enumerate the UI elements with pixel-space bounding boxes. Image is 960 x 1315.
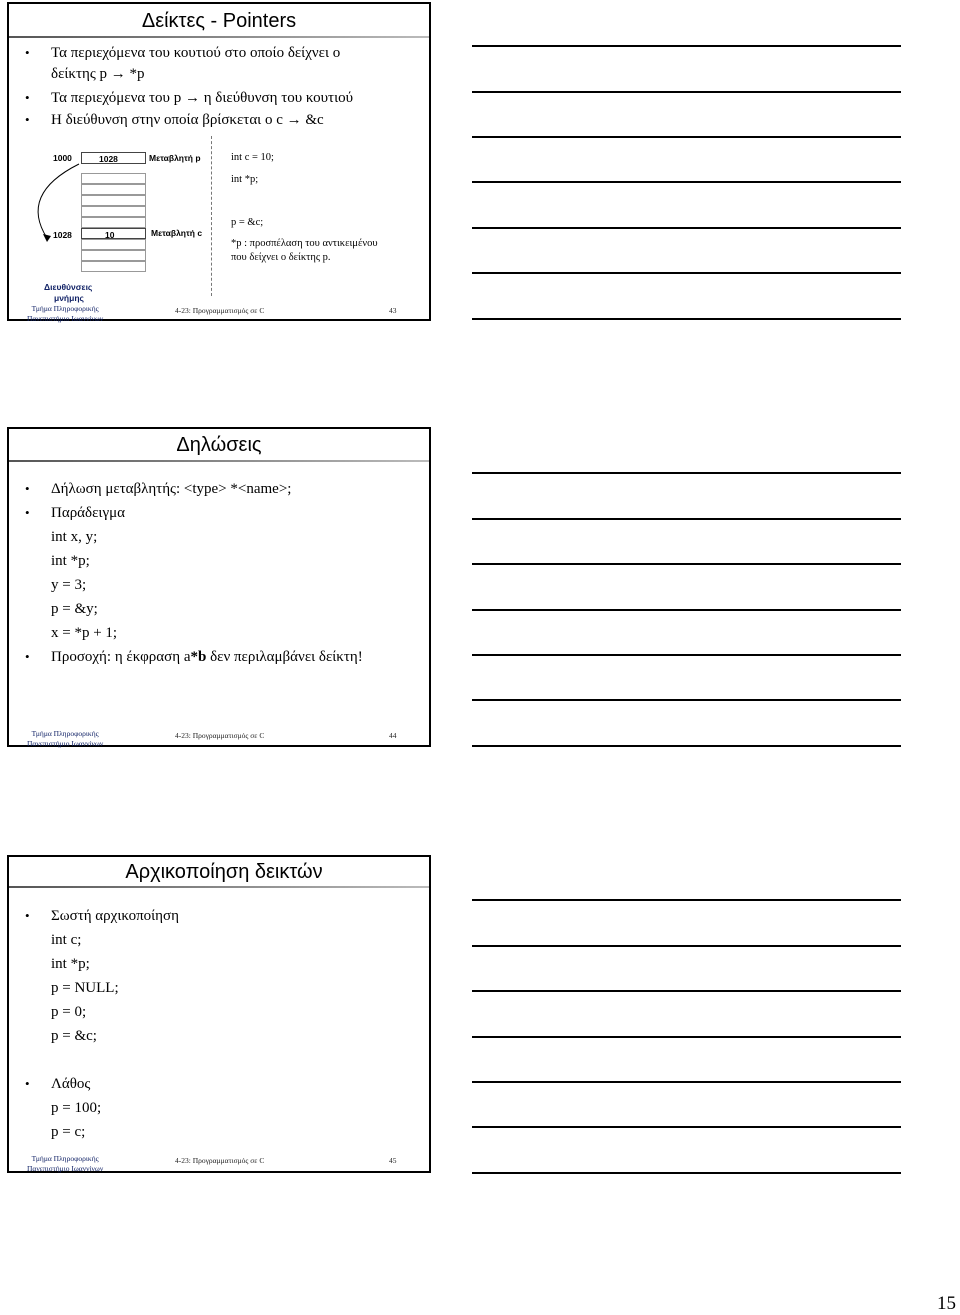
slide-44: Δηλώσεις • Δήλωση μεταβλητής: <type> *<name>; • Παράδειγμα int x, y; int *p; y = 3; p = &y; x = *p + 1; • Προσοχή: η έκφραση a*b δεν περιλαμβάνει δείκτη! Τμήμα Πληροφορικής Πανεπιστήμιο Ιωαννίνων 4-23: Προγραμματισμός σε C 44 [7,427,431,747]
code-line: int c = 10; [231,152,274,163]
note-line [472,181,901,183]
bullet-icon: • [25,505,30,520]
page-number: 15 [937,1293,956,1314]
address-1000: 1000 [53,153,72,163]
code-line: y = 3; [51,577,87,593]
address-1028: 1028 [53,230,72,240]
code-line: int *p; [231,174,259,185]
note-line [472,563,901,565]
note-line [472,609,901,611]
note-line [472,227,901,229]
memory-cell [81,250,146,261]
slide-title: Δείκτες - Pointers [141,10,297,32]
note-line [472,136,901,138]
note-line [472,1126,901,1128]
variable-p-label: Μεταβλητή p [149,153,201,163]
pointer-arrow-curve [9,144,89,254]
footer-course: 4-23: Προγραμματισμός σε C [175,306,265,315]
code-line: p = NULL; [51,980,119,996]
memory-cell [81,184,146,195]
variable-c-label: Μεταβλητή c [151,228,203,238]
value-1028: 1028 [99,154,118,164]
slide-43: Δείκτες - Pointers • Τα περιεχόμενα του κουτιού στο οποίο δείχνει ο δείκτης p → *p • Τα περιεχόμενα του p → η διεύθυνση του κουτιού • Η διεύθυνση στην οποία βρίσκεται ο c → &c 1000 1028 Μεταβλητή p int c = 10; int *p; 1028 10 Μεταβλητή c p = &c; *p : προσπέλαση του αντικειμένου που δείχνει ο δείκτης p. Διευθύνσεις μνήμης Τμήμα Πληροφορικής Πανεπιστήμιο Ιωαννίνων 4-23: Προγραμματισμός σε C 43 [7,2,431,321]
note-line [472,91,901,93]
footer-course: 4-23: Προγραμματισμός σε C [175,731,265,740]
bullet-icon: • [25,908,30,923]
memory-cell [81,206,146,217]
note-line [472,945,901,947]
bullet-icon: • [25,649,30,664]
memory-cell [81,217,146,228]
note-line [472,899,901,901]
addresses-label: μνήμης [54,293,84,303]
slide-title: Δηλώσεις [176,434,262,456]
addresses-label: Διευθύνσεις [44,282,93,292]
memory-cell [81,239,146,250]
note-line [472,472,901,474]
bullet-icon: • [25,45,30,60]
footer-institution: Τμήμα Πληροφορικής Πανεπιστήμιο Ιωαννίνων [27,1154,104,1173]
slide-number: 45 [389,1156,397,1165]
note-line [472,1036,901,1038]
code-line: p = c; [51,1124,86,1140]
code-line: p = &c; [51,1028,97,1044]
bullet-continuation: δείκτης p → *p [51,66,145,82]
bullet-icon: • [25,90,30,105]
title-underline [9,886,429,888]
slide-number: 44 [389,731,397,740]
note-line [472,518,901,520]
code-line: p = &y; [51,601,98,617]
note-line [472,1172,901,1174]
note-line [472,1081,901,1083]
deref-note: *p : προσπέλαση του αντικειμένου [231,238,378,249]
note-line [472,45,901,47]
code-line: int x, y; [51,529,98,545]
title-underline [9,36,429,38]
note-line [472,745,901,747]
code-line: x = *p + 1; [51,625,118,641]
note-line [472,699,901,701]
deref-note: που δείχνει ο δείκτης p. [231,252,331,263]
code-line: int c; [51,932,82,948]
code-line: int *p; [51,956,90,972]
memory-cell [81,173,146,184]
code-line: p = 0; [51,1004,87,1020]
footer-institution: Τμήμα Πληροφορικής Πανεπιστήμιο Ιωαννίνων [27,304,104,323]
slide-title: Αρχικοποίηση δεικτών [125,861,323,883]
note-line [472,654,901,656]
code-line: p = &c; [231,217,264,228]
bullet-icon: • [25,1076,30,1091]
memory-diagram [9,144,429,304]
slide-number: 43 [389,306,397,315]
divider-dashed [211,136,212,296]
bullet-icon: • [25,112,30,127]
code-line: p = 100; [51,1100,102,1116]
note-line [472,272,901,274]
footer-course: 4-23: Προγραμματισμός σε C [175,1156,265,1165]
value-10: 10 [105,230,115,240]
slide-45: Αρχικοποίηση δεικτών • Σωστή αρχικοποίηση int c; int *p; p = NULL; p = 0; p = &c; • Λάθος p = 100; p = c; Τμήμα Πληροφορικής Πανεπιστήμιο Ιωαννίνων 4-23: Προγραμματισμός σε C 45 [7,855,431,1173]
footer-institution: Τμήμα Πληροφορικής Πανεπιστήμιο Ιωαννίνων [27,729,104,748]
bullet-icon: • [25,481,30,496]
note-line [472,318,901,320]
memory-cell [81,195,146,206]
code-line: int *p; [51,553,90,569]
memory-cell [81,261,146,272]
title-underline [9,460,429,462]
note-line [472,990,901,992]
